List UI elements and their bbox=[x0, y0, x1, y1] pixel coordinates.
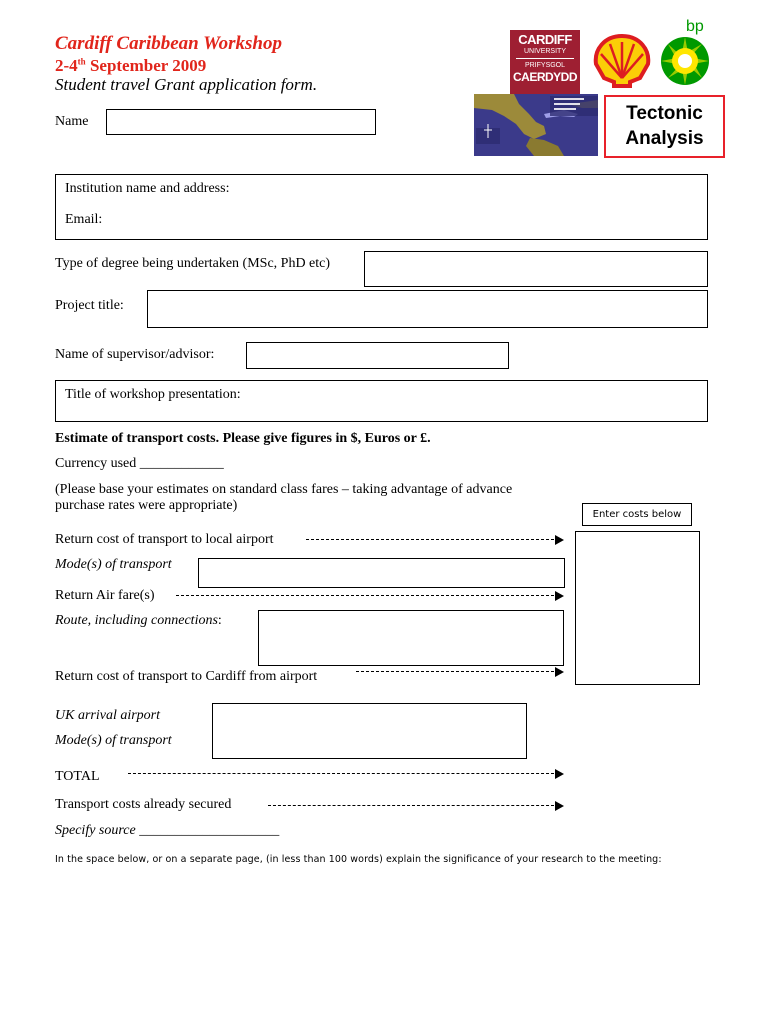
route-label-colon: : bbox=[217, 613, 222, 628]
dates-prefix: 2-4 bbox=[55, 56, 78, 75]
supervisor-label: Name of supervisor/advisor: bbox=[55, 347, 215, 362]
route-label bbox=[55, 613, 222, 629]
workshop-title: Cardiff Caribbean Workshop bbox=[55, 33, 282, 54]
caribbean-map-image bbox=[474, 94, 598, 156]
cardiff-transport-arrow bbox=[356, 667, 564, 677]
cardiff-logo-line4: CAERDYDD bbox=[512, 70, 577, 84]
uk-arrival-label: UK arrival airport bbox=[55, 708, 161, 723]
costs-secured-label: Transport costs already secured bbox=[55, 797, 232, 812]
bp-helios-icon bbox=[660, 36, 710, 86]
estimate-heading: Estimate of transport costs. Please give figures in $, Euros or £. bbox=[55, 431, 431, 446]
tectonic-logo-line1: Tectonic bbox=[626, 103, 703, 124]
cardiff-university-logo bbox=[510, 30, 580, 94]
dates-superscript: th bbox=[77, 56, 86, 67]
project-title-input[interactable] bbox=[147, 290, 708, 328]
cardiff-logo-line1: CARDIFF bbox=[518, 32, 572, 47]
supervisor-input[interactable] bbox=[246, 342, 509, 369]
name-input[interactable] bbox=[106, 109, 376, 135]
tectonic-analysis-logo bbox=[604, 95, 725, 158]
degree-input[interactable] bbox=[364, 251, 708, 287]
institution-label: Institution name and address: bbox=[65, 181, 230, 196]
tectonic-logo-line2: Analysis bbox=[625, 128, 704, 149]
bp-logo-text: bp bbox=[686, 18, 704, 35]
air-fare-label: Return Air fare(s) bbox=[55, 588, 155, 603]
shell-logo-icon bbox=[592, 32, 652, 88]
cardiff-transport-cost-label: Return cost of transport to Cardiff from airport bbox=[55, 669, 318, 684]
costs-secured-arrow bbox=[268, 801, 564, 811]
modes-transport-label-2: Mode(s) of transport bbox=[55, 733, 172, 748]
enter-costs-label-box bbox=[582, 503, 692, 526]
email-label: Email: bbox=[65, 212, 103, 227]
costs-entry-box[interactable] bbox=[575, 531, 700, 685]
fare-note-line1: (Please base your estimates on standard class fares – taking advantage of advance bbox=[55, 482, 513, 497]
dates-suffix: September 2009 bbox=[85, 56, 207, 75]
route-label-text: Route, including connections bbox=[55, 613, 218, 628]
degree-label: Type of degree being undertaken (MSc, PhD etc) bbox=[55, 256, 331, 271]
research-significance-instruction: In the space below, or on a separate page, (in less than 100 words) explain the significance of your research to the meeting: bbox=[55, 854, 662, 865]
cardiff-logo-line2: UNIVERSITY bbox=[523, 48, 566, 55]
local-airport-cost-label: Return cost of transport to local airport bbox=[55, 532, 274, 547]
fare-note-line2: purchase rates were appropriate) bbox=[55, 498, 238, 513]
total-arrow bbox=[128, 769, 564, 779]
cardiff-logo-line3: PRIFYSGOL bbox=[524, 62, 566, 69]
specify-source-label: Specify source ____________________ bbox=[55, 823, 280, 838]
modes-transport-input-1[interactable] bbox=[198, 558, 565, 588]
modes-transport-label-1: Mode(s) of transport bbox=[55, 557, 172, 572]
currency-label: Currency used ____________ bbox=[55, 456, 224, 471]
total-label: TOTAL bbox=[55, 769, 100, 784]
enter-costs-label: Enter costs below bbox=[592, 509, 682, 520]
air-fare-arrow bbox=[176, 591, 564, 601]
name-label: Name bbox=[55, 114, 89, 129]
project-title-label: Project title: bbox=[55, 298, 124, 313]
uk-arrival-input[interactable] bbox=[212, 703, 527, 759]
presentation-title-label: Title of workshop presentation: bbox=[65, 387, 241, 402]
route-input[interactable] bbox=[258, 610, 564, 666]
local-airport-arrow bbox=[306, 535, 564, 545]
form-subtitle: Student travel Grant application form. bbox=[55, 75, 318, 94]
workshop-dates bbox=[55, 56, 206, 76]
